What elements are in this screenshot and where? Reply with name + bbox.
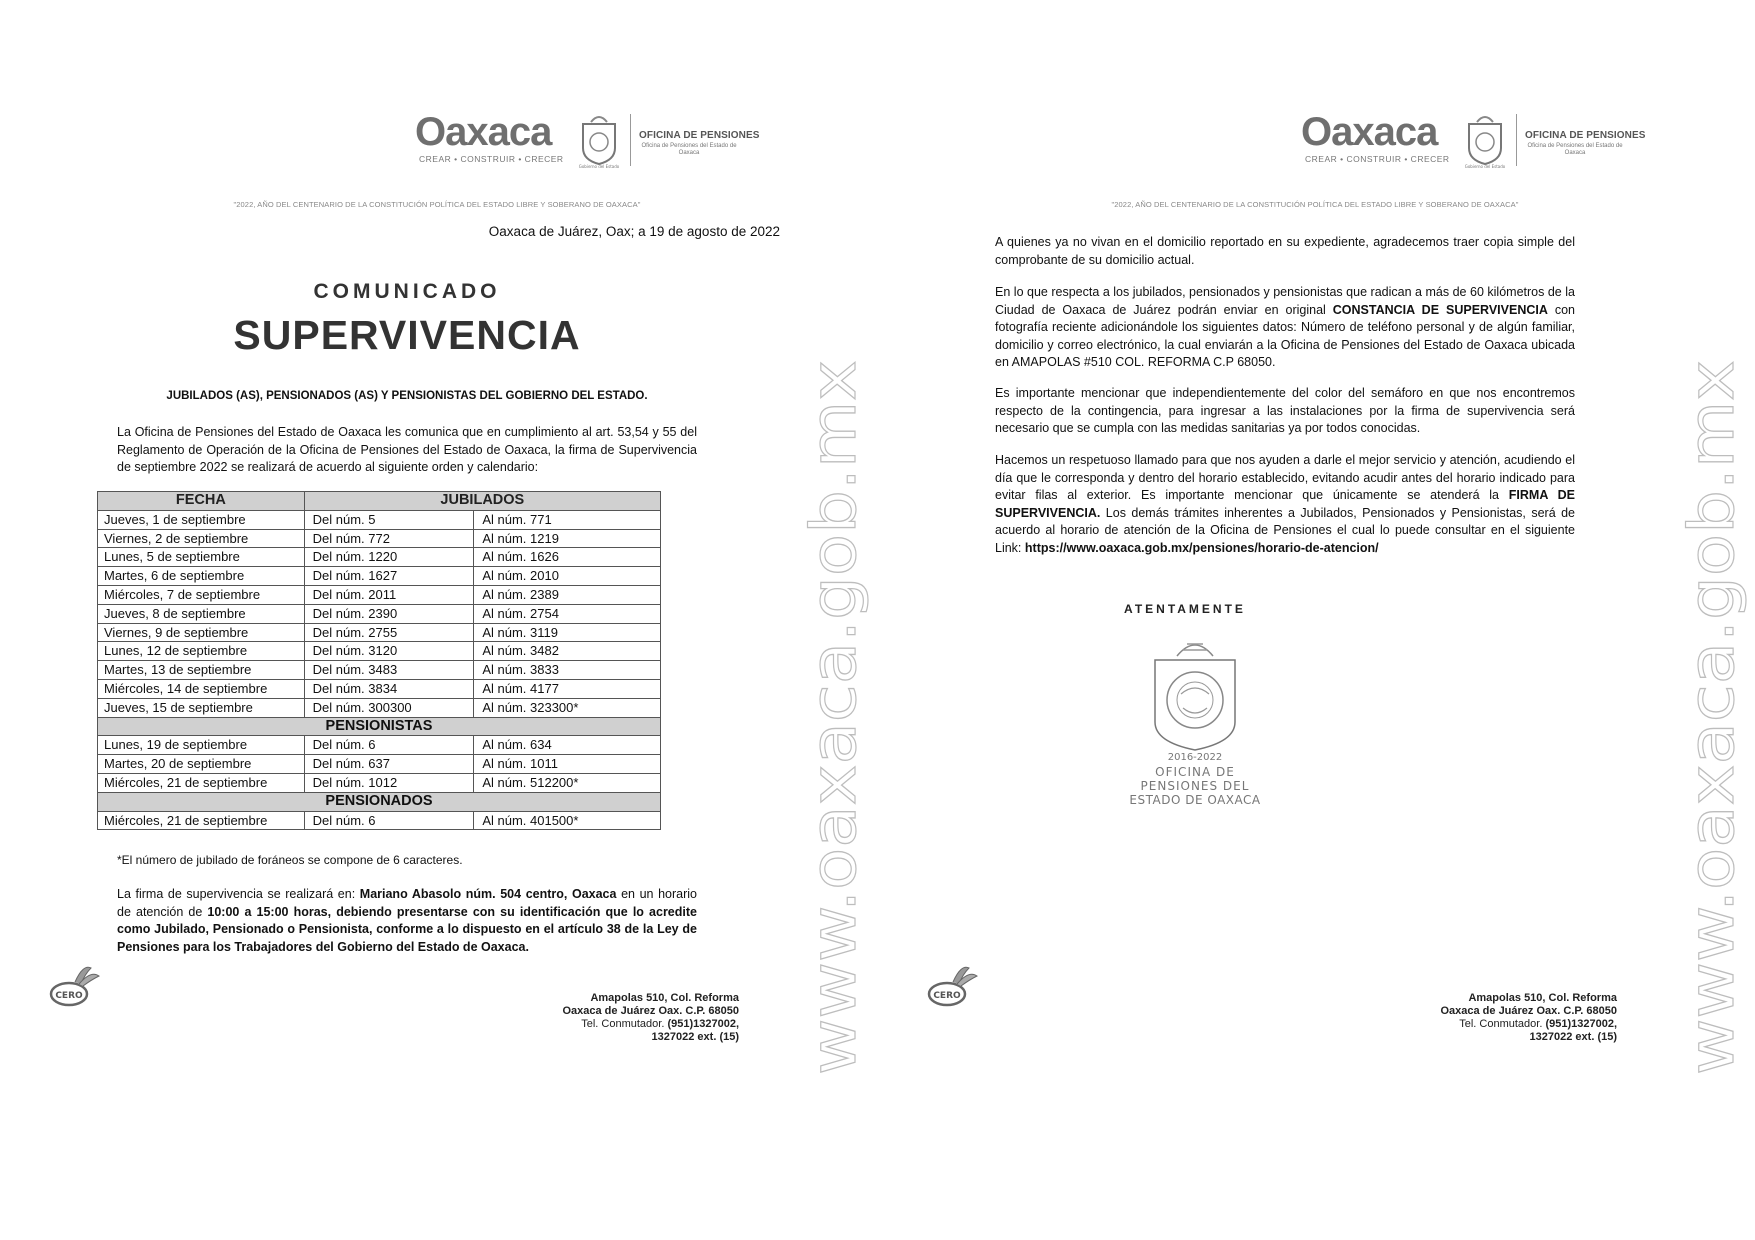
cta-text-2: Los demás trámites inherentes a Jubilados, Pensionados y Pensionistas, será de acuerdo al horario de atención de la Oficina de Pensiones el cual lo puede consultar en el siguiente Link:: [995, 505, 1575, 555]
website-watermark: [1675, 355, 1748, 1075]
website-watermark: [797, 355, 870, 1075]
location-hours: 10:00 a 15:00 horas, debiendo presentarse con su identificación que lo acredite como Jubilado, Pensionado o Pensionista, conforme a lo dispuesto en el artículo 38 de la Ley de Pensiones para los Trabajadores del Gobierno del Estado de Oaxaca.: [117, 904, 697, 954]
cell-del: Del núm. 3483: [304, 661, 474, 680]
cell-al: Al núm. 2010: [474, 567, 661, 586]
cell-fecha: Viernes, 9 de septiembre: [98, 623, 305, 642]
location-text-2: en un horario de atención de: [117, 887, 698, 919]
cell-del: Del núm. 1012: [304, 773, 474, 792]
office-subtitle: Oficina de Pensiones del Estado de Oaxaca: [1527, 143, 1623, 156]
cell-al: Al núm. 1219: [474, 529, 661, 548]
table-row: [98, 567, 661, 586]
cell-al: Al núm. 4177: [474, 679, 661, 698]
cell-fecha: Martes, 20 de septiembre: [98, 755, 305, 774]
stamp-line-3: ESTADO DE OAXACA: [1129, 793, 1261, 807]
cell-fecha: Lunes, 5 de septiembre: [98, 548, 305, 567]
cell-al: Al núm. 1626: [474, 548, 661, 567]
footer-address: [1440, 992, 1617, 1044]
address-line-3: [562, 1018, 739, 1031]
address-line-2: Oaxaca de Juárez Oax. C.P. 68050: [1440, 1005, 1617, 1017]
office-block: [1525, 130, 1655, 157]
phone-value: (951)1327002,: [667, 1018, 739, 1030]
cell-al: Al núm. 3833: [474, 661, 661, 680]
stamp-years: 2016-2022: [1167, 752, 1223, 763]
intro-paragraph: La Oficina de Pensiones del Estado de Oaxaca les comunica que en cumplimiento al art. 53,54 y 55 del Reglamento de Operación de la Oficina de Pensiones del Estado de Oaxaca, la firma de Supervivencia de septiembre 2022 se realizará de acuerdo al siguiente orden y calendario:: [117, 425, 697, 474]
table-row: [98, 510, 661, 529]
cell-al: Al núm. 771: [474, 510, 661, 529]
cero-logo-text: CERO: [933, 991, 961, 1001]
location-text-1: La firma de supervivencia se realizará en:: [117, 887, 360, 901]
cell-al: Al núm. 3482: [474, 642, 661, 661]
brand-tagline: CREAR • CONSTRUIR • CRECER: [419, 154, 564, 164]
office-title: OFICINA DE PENSIONES: [1525, 130, 1646, 141]
table-row: [98, 529, 661, 548]
cell-del: Del núm. 2755: [304, 623, 474, 642]
cell-fecha: Martes, 6 de septiembre: [98, 567, 305, 586]
table-row: [98, 548, 661, 567]
closing-atentamente: ATENTAMENTE: [1124, 602, 1246, 616]
col-header-jubilados: JUBILADOS: [304, 492, 660, 511]
office-subtitle: Oficina de Pensiones del Estado de Oaxaca: [641, 143, 737, 156]
address-line-4: 1327022 ext. (15): [651, 1031, 739, 1043]
cell-del: Del núm. 5: [304, 510, 474, 529]
state-seal-icon: [1461, 112, 1509, 168]
document-date: Oaxaca de Juárez, Oax; a 19 de agosto de 2022: [488, 224, 780, 239]
cell-fecha: Miércoles, 14 de septiembre: [98, 679, 305, 698]
location-address: Mariano Abasolo núm. 504 centro, Oaxaca: [359, 887, 617, 901]
phone-label: Tel. Conmutador.: [581, 1018, 668, 1030]
document-kicker: COMUNICADO: [313, 280, 501, 303]
pensionistas-rows: [98, 736, 661, 792]
header-divider: [1516, 114, 1517, 166]
cell-fecha: Jueves, 15 de septiembre: [98, 698, 305, 717]
table-header-row: [98, 492, 661, 511]
brand-wordmark: Oaxaca: [415, 110, 552, 154]
document-title: SUPERVIVENCIA: [233, 312, 581, 358]
cell-del: Del núm. 6: [304, 736, 474, 755]
section-header-pensionistas: PENSIONISTAS: [98, 717, 661, 736]
seal-label: Gobierno del Estado: [578, 164, 620, 169]
table-row: [98, 755, 661, 774]
cell-fecha: Jueves, 1 de septiembre: [98, 510, 305, 529]
cta-link[interactable]: https://www.oaxaca.gob.mx/pensiones/horario-de-atencion/: [1024, 540, 1379, 555]
address-line-1: Amapolas 510, Col. Reforma: [1468, 992, 1617, 1004]
brand-wordmark: Oaxaca: [1301, 110, 1438, 154]
address-line-2: Oaxaca de Juárez Oax. C.P. 68050: [562, 1005, 739, 1017]
table-row: [98, 642, 661, 661]
jubilados-rows: [98, 510, 661, 717]
office-title: OFICINA DE PENSIONES: [639, 130, 760, 141]
office-stamp-icon: [1125, 630, 1265, 808]
cell-fecha: Miércoles, 21 de septiembre: [98, 811, 305, 830]
cell-al: Al núm. 2389: [474, 585, 661, 604]
remote-constancia: CONSTANCIA DE SUPERVIVENCIA: [1332, 302, 1548, 317]
cell-fecha: Miércoles, 21 de septiembre: [98, 773, 305, 792]
cell-al: Al núm. 3119: [474, 623, 661, 642]
cell-del: Del núm. 1627: [304, 567, 474, 586]
cell-fecha: Jueves, 8 de septiembre: [98, 604, 305, 623]
watermark-text: www.oaxaca.gob.mx: [1675, 433, 1748, 1075]
table-row: [98, 773, 661, 792]
phone-label: Tel. Conmutador.: [1459, 1018, 1546, 1030]
seal-label: Gobierno del Estado: [1464, 164, 1506, 169]
office-block: [639, 130, 769, 157]
cell-del: Del núm. 637: [304, 755, 474, 774]
cero-logo-icon: [925, 960, 981, 1012]
table-row: [98, 811, 661, 830]
pensionados-rows: [98, 811, 661, 830]
cell-del: Del núm. 3834: [304, 679, 474, 698]
address-line-1: Amapolas 510, Col. Reforma: [590, 992, 739, 1004]
cell-al: Al núm. 1011: [474, 755, 661, 774]
cell-fecha: Martes, 13 de septiembre: [98, 661, 305, 680]
paragraph-sanitary: Es importante mencionar que independientemente del color del semáforo en que nos encontremos respecto de la contingencia, para ingresar a las instalaciones por la firma de supervivencia será necesario que se cumpla con las medidas sanitarias ya por todos conocidas.: [995, 386, 1575, 435]
audience-heading: JUBILADOS (AS), PENSIONADOS (AS) Y PENSIONISTAS DEL GOBIERNO DEL ESTADO.: [166, 390, 648, 402]
cell-al: Al núm. 401500*: [474, 811, 661, 830]
centenary-motto: "2022, AÑO DEL CENTENARIO DE LA CONSTITUCIÓN POLÍTICA DEL ESTADO LIBRE Y SOBERANO DE OAXACA": [233, 200, 641, 209]
page-1: [17, 50, 875, 1200]
address-line-4: 1327022 ext. (15): [1529, 1031, 1617, 1043]
paragraph-call-to-action: [995, 452, 1575, 557]
cell-al: Al núm. 634: [474, 736, 661, 755]
remote-text-2: con fotografía reciente adicionándole los siguientes datos: Número de teléfono personal y de algún familiar, domicilio y correo electrónico, la cual enviarán a la Oficina de Pensiones del Estado de Oaxaca ubicada en AMAPOLAS #510 COL. REFORMA C.P 68050.: [995, 302, 1575, 369]
cell-del: Del núm. 300300: [304, 698, 474, 717]
table-row: [98, 679, 661, 698]
cell-al: Al núm. 323300*: [474, 698, 661, 717]
cell-fecha: Lunes, 19 de septiembre: [98, 736, 305, 755]
header-divider: [630, 114, 631, 166]
oaxaca-brand: [415, 112, 570, 164]
brand-tagline: CREAR • CONSTRUIR • CRECER: [1305, 154, 1450, 164]
col-header-fecha: FECHA: [98, 492, 305, 511]
table-row: [98, 604, 661, 623]
cell-al: Al núm. 512200*: [474, 773, 661, 792]
table-row: [98, 698, 661, 717]
cta-firma: FIRMA DE SUPERVIVENCIA.: [995, 488, 1575, 520]
table-row: [98, 661, 661, 680]
cell-del: Del núm. 772: [304, 529, 474, 548]
cell-del: Del núm. 1220: [304, 548, 474, 567]
cero-logo-icon: [47, 960, 103, 1012]
address-line-3: [1440, 1018, 1617, 1031]
table-row: [98, 585, 661, 604]
stamp-line-2: PENSIONES DEL: [1140, 779, 1250, 793]
cta-text-1: Hacemos un respetuoso llamado para que nos ayuden a darle el mejor servicio y atención, acudiendo el día que le corresponda y dentro del horario establecido, evitando acudir antes del horario indicado para evitar filas al exterior. Es importante mencionar que únicamente se atenderá la: [995, 453, 1575, 502]
cell-fecha: Viernes, 2 de septiembre: [98, 529, 305, 548]
location-paragraph: [117, 886, 697, 956]
paragraph-address-change: A quienes ya no vivan en el domicilio reportado en su expediente, agradecemos traer copia simple del comprobante de su domicilio actual.: [995, 235, 1575, 267]
section-row-pensionistas: [98, 717, 661, 736]
centenary-motto: "2022, AÑO DEL CENTENARIO DE LA CONSTITUCIÓN POLÍTICA DEL ESTADO LIBRE Y SOBERANO DE OAXACA": [1111, 200, 1519, 209]
table-row: [98, 736, 661, 755]
cell-del: Del núm. 2390: [304, 604, 474, 623]
section-row-pensionados: [98, 792, 661, 811]
page-2: [895, 50, 1753, 1200]
table-row: [98, 623, 661, 642]
schedule-table: [97, 491, 661, 830]
state-seal-icon: [575, 112, 623, 168]
cero-logo-text: CERO: [55, 991, 83, 1001]
stamp-line-1: OFICINA DE: [1155, 765, 1235, 779]
paragraph-remote-pensioners: [995, 284, 1575, 372]
cell-fecha: Miércoles, 7 de septiembre: [98, 585, 305, 604]
oaxaca-brand: [1301, 112, 1456, 164]
footnote: *El número de jubilado de foráneos se compone de 6 caracteres.: [117, 853, 463, 867]
cell-del: Del núm. 2011: [304, 585, 474, 604]
phone-value: (951)1327002,: [1545, 1018, 1617, 1030]
footer-address: [562, 992, 739, 1044]
cell-del: Del núm. 3120: [304, 642, 474, 661]
watermark-text: www.oaxaca.gob.mx: [797, 433, 870, 1075]
cell-al: Al núm. 2754: [474, 604, 661, 623]
section-header-pensionados: PENSIONADOS: [98, 792, 661, 811]
cell-fecha: Lunes, 12 de septiembre: [98, 642, 305, 661]
cell-del: Del núm. 6: [304, 811, 474, 830]
remote-text-1: En lo que respecta a los jubilados, pensionados y pensionistas que radican a más de 60 kilómetros de la Ciudad de Oaxaca de Juárez podrán enviar en original: [995, 285, 1575, 317]
